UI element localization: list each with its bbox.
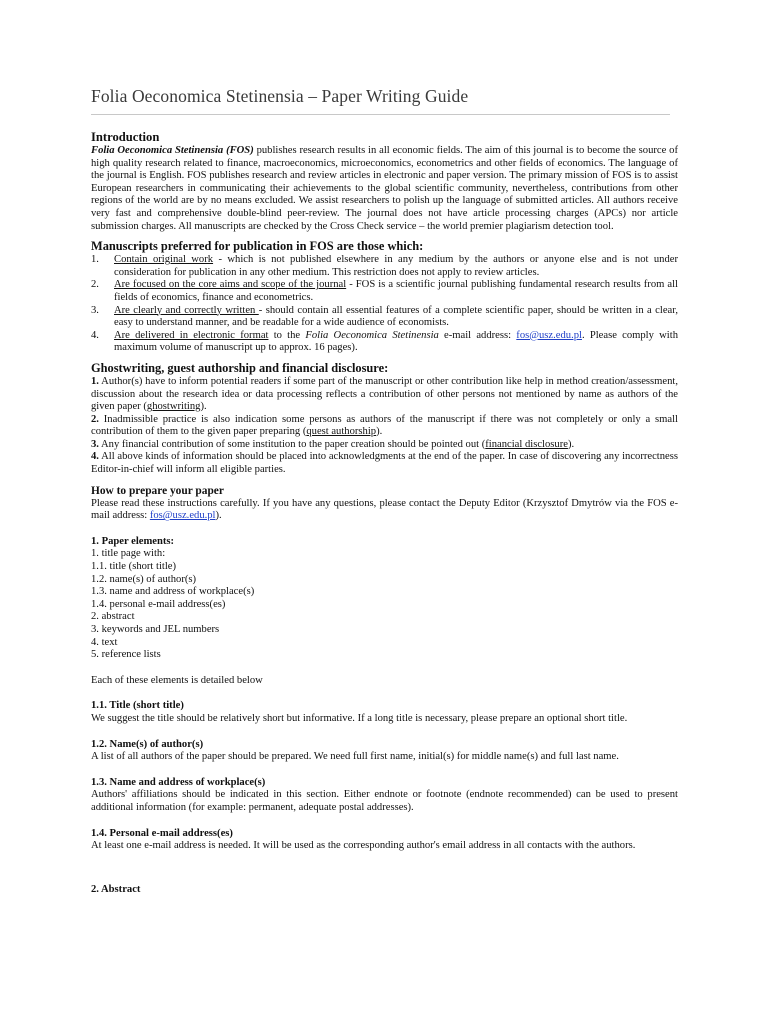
list-item: 3. Are clearly and correctly written - should contain all essential features of a complete scientific paper, should be written in a clear, easy to understand manner, and be readable for a wide audience of economists.	[91, 304, 678, 329]
section-heading: 1.1. Title (short title)	[91, 700, 184, 712]
item-lead: Are clearly and correctly written	[114, 304, 259, 316]
document-body	[91, 130, 678, 896]
section-heading: 1.4. Personal e-mail address(es)	[91, 827, 233, 839]
abstract-heading: 2. Abstract	[91, 883, 141, 895]
paper-elements-list	[91, 548, 678, 661]
section-text: A list of all authors of the paper should be prepared. We need full first name, initial(s) for middle name(s) and full last name.	[91, 751, 619, 763]
list-item: 1. title page with:	[91, 548, 166, 560]
section-text: Authors' affiliations should be indicated in this section. Either endnote or footnote (endnote recommended) can be used to present additional information (for example: permanent, adequate postal addresses).	[91, 789, 678, 813]
prepare-paragraph: Please read these instructions carefully. If you have any questions, please contact the Deputy Editor (Krzysztof Dmytrów via the FOS e-mail address: fos@usz.edu.pl).	[91, 497, 678, 522]
section-heading: 1.2. Name(s) of author(s)	[91, 738, 204, 750]
list-item: 4. Are delivered in electronic format to the Folia Oeconomica Stetinensia e-mail address: fos@usz.edu.pl. Please comply with maximum volume of manuscript up to approx. 16 pages).	[91, 329, 678, 354]
ghostwriting-paragraph-4: 4. All above kinds of information should be placed into acknowledgments at the end of the paper. In case of discovering any incorrectness Editor-in-chief will inform all eligible parties.	[91, 451, 678, 476]
list-item: 4. text	[91, 636, 118, 648]
list-item: 2. abstract	[91, 611, 135, 623]
financial-disclosure-term: financial disclosure	[485, 438, 568, 450]
section-heading: 1.3. Name and address of workplace(s)	[91, 776, 266, 788]
prepare-heading: How to prepare your paper	[91, 484, 224, 497]
item-lead: Are focused on the core aims and scope of the journal	[114, 279, 347, 291]
section-text: We suggest the title should be relatively short but informative. If a long title is necessary, please prepare an optional short title.	[91, 712, 628, 724]
paper-elements-heading: 1. Paper elements:	[91, 535, 175, 547]
elements-detail-note: Each of these elements is detailed below	[91, 674, 263, 686]
introduction-heading: Introduction	[91, 130, 160, 144]
email-link[interactable]: fos@usz.edu.pl	[516, 329, 582, 341]
title-divider	[91, 114, 670, 115]
item-lead: Are delivered in electronic format	[114, 329, 269, 341]
list-item: 1. Contain original work - which is not published elsewhere in any medium by the authors or anyone else and is not under consideration for publication in any other medium. This restriction does not apply to review articles.	[91, 254, 678, 278]
guest-authorship-term: quest authorship	[306, 426, 377, 438]
ghostwriting-paragraph-3: 3. Any financial contribution of some institution to the paper creation should be pointed out (financial disclosure).	[91, 438, 575, 450]
list-item: 2. Are focused on the core aims and scope of the journal - FOS is a scientific journal publishing fundamental research results from all fields of economics, finance and econometrics.	[91, 279, 678, 303]
preferred-list	[91, 254, 678, 355]
introduction-text: publishes research results in all economic fields. The aim of this journal is to become the source of high quality research related to finance, macroeconomics, microeconomics, econometrics and other fields of economics. The language of the journal is English. FOS publishes research and review articles in electronic and paper version. The primary mission of FOS is to assist European researchers in communicating their achievements to the global scientific community, nevertheless, contributions from other regions of the world are by no means excluded. We assist researchers to polish up the language of submitted articles. All authors receive very fast and comprehensive double-blind peer-review. The journal does not have article processing charges (APCs) nor article submission charges. All manuscripts are checked by the Cross Check service – the world premier plagiarism detection tool.	[91, 145, 678, 232]
ghostwriting-heading: Ghostwriting, guest authorship and financial disclosure:	[91, 360, 389, 375]
list-item: 1.2. name(s) of author(s)	[91, 573, 197, 585]
preferred-heading: Manuscripts preferred for publication in FOS are those which:	[91, 239, 424, 254]
list-item: 5. reference lists	[91, 649, 161, 661]
document-title: Folia Oeconomica Stetinensia – Paper Writing Guide	[91, 86, 469, 106]
list-item: 1.1. title (short title)	[91, 561, 177, 573]
journal-name: Folia Oeconomica Stetinensia (FOS)	[91, 145, 254, 156]
ghostwriting-term: ghostwriting	[146, 401, 201, 413]
email-link[interactable]: fos@usz.edu.pl	[149, 510, 216, 522]
journal-name-italic: Folia Oeconomica Stetinensia	[305, 329, 439, 341]
introduction-paragraph	[91, 145, 678, 233]
list-item: 1.3. name and address of workplace(s)	[91, 586, 255, 598]
ghostwriting-paragraph-1: 1. Author(s) have to inform potential readers if some part of the manuscript or other contribution like help in method creation/assessment, discussion about the research idea or data processing reflects a contribution of other persons not mentioned by name as authors of the given paper (ghostwriting).	[91, 375, 678, 413]
item-lead: Contain original work	[114, 254, 214, 266]
ghostwriting-paragraph-2: 2. Inadmissible practice is also indication some persons as authors of the manuscript if there was not completely or only a small contribution of them to the given paper preparing (quest authorship).	[91, 413, 678, 438]
section-text: At least one e-mail address is needed. It will be used as the corresponding author's email address in all contacts with the authors.	[91, 840, 636, 852]
list-item: 3. keywords and JEL numbers	[91, 624, 220, 635]
list-item: 1.4. personal e-mail address(es)	[91, 598, 226, 610]
